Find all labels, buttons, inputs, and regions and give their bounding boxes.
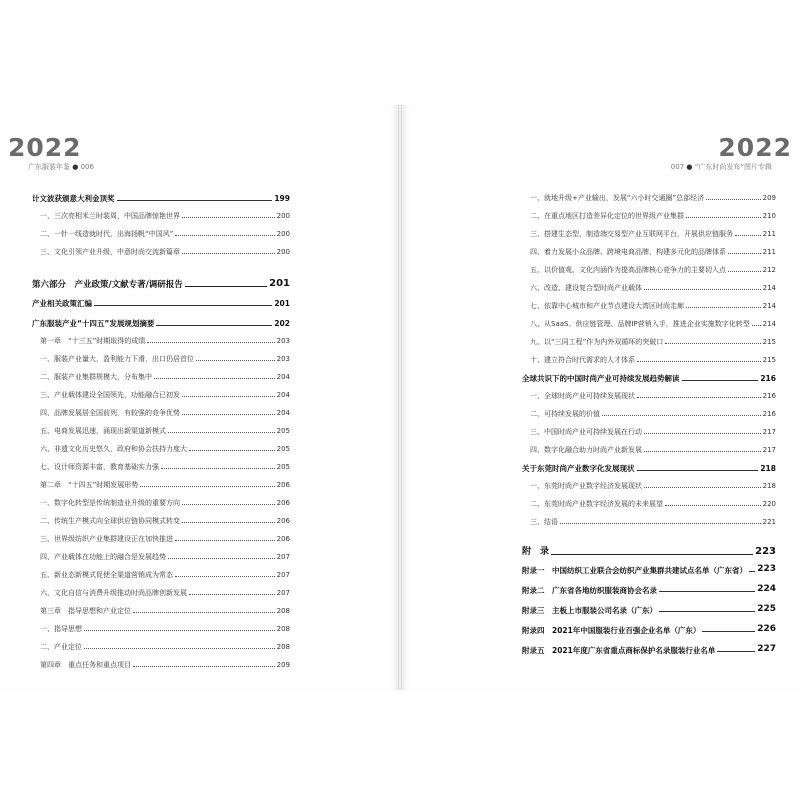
toc-dot-leader	[156, 325, 272, 326]
toc-entry-title: 四、着力发展小众品牌、跨境电商品牌，构建多元化的品牌体系	[530, 248, 726, 256]
toc-entry-title: 二、在重点地区打造差异化定位的世界级产业集群	[530, 212, 684, 220]
toc-entry-page-number: 214	[762, 284, 776, 292]
toc-entry-title: 关于东莞时尚产业数字化发展现状	[522, 464, 635, 473]
toc-entry	[522, 411, 776, 418]
toc-entry-title: 一、全球时尚产业可持续发展现状	[530, 392, 635, 400]
toc-entry	[522, 375, 776, 383]
toc-entry-page-number: 207	[276, 553, 290, 561]
toc-dot-leader	[728, 271, 761, 272]
toc-entry	[522, 483, 776, 490]
toc-dot-leader	[659, 611, 755, 612]
toc-entry	[522, 393, 776, 400]
toc-dot-leader	[182, 522, 275, 523]
toc-dot-leader	[94, 305, 272, 306]
toc-entry-page-number: 207	[276, 571, 290, 579]
toc-dot-leader	[161, 468, 275, 469]
toc-entry-page-number: 205	[276, 445, 290, 453]
toc-dot-leader	[644, 487, 761, 488]
toc-entry-page-number: 204	[276, 409, 290, 417]
toc-entry-title: 五、电商发展迅速，涌现出新渠道新模式	[40, 427, 166, 435]
toc-entry-title: 全球共识下的中国时尚产业可持续发展趋势解读	[522, 374, 680, 383]
toc-entry-page-number: 215	[762, 356, 776, 364]
toc-entry	[32, 446, 290, 453]
toc-entry-page-number: 211	[762, 248, 776, 256]
toc-dot-leader	[702, 631, 755, 632]
toc-dot-leader	[637, 470, 759, 471]
toc-entry	[522, 465, 776, 473]
left-page-running-header	[28, 162, 94, 172]
toc-dot-leader	[717, 651, 755, 652]
toc-entry-title: 附录四 2021年中国服装行业百强企业名单（广东）	[522, 625, 701, 635]
left-page-book-title: 广东服装年鉴	[28, 163, 70, 171]
toc-entry-page-number: 223	[757, 564, 776, 574]
bullet-separator-icon: ●	[72, 163, 79, 171]
toc-entry-title: 附录五 2021年度广东省重点商标保护名录服装行业名单	[522, 645, 716, 655]
toc-entry-page-number: 215	[762, 338, 776, 346]
toc-entry	[522, 645, 776, 654]
toc-entry	[32, 300, 290, 308]
toc-entry	[32, 392, 290, 399]
toc-entry-title: 第一章 “十三五”时期取得的成绩	[40, 337, 146, 345]
toc-dot-leader	[682, 380, 759, 381]
toc-dot-leader	[140, 486, 274, 487]
toc-entry-page-number: 200	[276, 248, 290, 256]
toc-dot-leader	[147, 342, 274, 343]
toc-entry-title: 六、改造、建设复合型时尚产业载体	[530, 284, 642, 292]
toc-entry-title: 产业相关政策汇编	[32, 299, 92, 308]
toc-entry-title: 三、搭建生态型、制造端交易型产业互联网平台，开展供应链服务	[530, 230, 733, 238]
toc-entry-title: 三、产业载体建设全国领先，功能融合已初发	[40, 391, 180, 399]
toc-entry-title: 第三章 指导思想和产业定位	[40, 607, 131, 615]
toc-entry-title: 十、建立符合时代需求的人才体系	[530, 356, 635, 364]
toc-entry-title: 第四章 重点任务和重点项目	[40, 661, 131, 669]
left-page-year: 2022	[8, 133, 82, 162]
toc-entry-page-number: 227	[757, 644, 776, 654]
toc-dot-leader	[117, 200, 273, 201]
toc-entry-title: 五、以价值观、文化内涵作为提高品牌核心竞争力的主要切入点	[530, 266, 726, 274]
toc-entry-page-number: 209	[762, 194, 776, 202]
toc-entry-title: 七、依靠中心城市和产业节点建设大湾区时尚走廊	[530, 302, 684, 310]
toc-entry	[32, 572, 290, 579]
toc-entry-title: 附 录	[522, 547, 550, 557]
toc-dot-leader	[84, 630, 275, 631]
toc-entry-page-number: 218	[760, 464, 776, 473]
toc-entry-page-number: 226	[757, 624, 776, 634]
toc-entry	[32, 374, 290, 381]
toc-entry-page-number: 205	[276, 427, 290, 435]
toc-entry	[32, 279, 290, 289]
toc-entry	[32, 590, 290, 597]
toc-entry-page-number: 216	[760, 374, 776, 383]
toc-entry-title: 一、东莞时尚产业数字经济发展现状	[530, 482, 642, 490]
toc-entry-page-number: 206	[276, 499, 290, 507]
toc-entry-title: 附录一 中国纺织工业联合会纺织产业集群共建试点名单（广东省）	[522, 565, 747, 575]
toc-entry	[522, 321, 776, 328]
toc-entry	[522, 267, 776, 274]
toc-entry	[522, 605, 776, 614]
toc-dot-leader	[706, 199, 761, 200]
toc-entry-page-number: 224	[757, 584, 776, 594]
toc-entry-page-number: 203	[276, 337, 290, 345]
toc-entry	[522, 213, 776, 220]
toc-entry	[522, 625, 776, 634]
toc-entry-title: 五、新业态新模式促使全渠道营销成为常态	[40, 571, 173, 579]
toc-entry-page-number: 208	[276, 643, 290, 651]
right-page	[402, 105, 800, 690]
toc-dot-leader	[84, 648, 275, 649]
toc-entry	[522, 339, 776, 346]
toc-entry-page-number: 206	[276, 481, 290, 489]
toc-entry	[522, 249, 776, 256]
toc-dot-leader	[189, 450, 275, 451]
toc-entry-title: 九、以“三同工程”作为内外双循环的突破口	[530, 338, 664, 346]
toc-entry-page-number: 201	[269, 278, 290, 289]
toc-entry	[522, 231, 776, 238]
bullet-separator-icon: ●	[686, 163, 693, 171]
right-page-year: 2022	[718, 133, 792, 162]
toc-entry-page-number: 206	[276, 517, 290, 525]
toc-entry-page-number: 214	[762, 302, 776, 310]
toc-dot-leader	[185, 286, 267, 287]
toc-entry-page-number: 204	[276, 391, 290, 399]
toc-entry	[32, 428, 290, 435]
left-page-number: 006	[80, 163, 94, 171]
toc-entry-page-number: 199	[274, 194, 290, 203]
toc-entry-page-number: 225	[757, 604, 776, 614]
toc-entry-title: 二、产业定位	[40, 643, 82, 651]
toc-dot-leader	[168, 432, 275, 433]
left-page	[0, 105, 398, 690]
toc-dot-leader	[659, 591, 755, 592]
toc-entry-page-number: 208	[276, 607, 290, 615]
toc-entry-page-number: 220	[762, 500, 776, 508]
toc-entry	[522, 565, 776, 574]
toc-dot-leader	[182, 414, 275, 415]
toc-dot-leader	[665, 343, 760, 344]
toc-entry-page-number: 204	[276, 373, 290, 381]
toc-entry	[522, 195, 776, 202]
toc-dot-leader	[752, 325, 761, 326]
toc-entry-page-number: 201	[274, 299, 290, 308]
toc-entry-title: 二、服装产业集群规模大，分布集中	[40, 373, 152, 381]
toc-entry	[32, 320, 290, 328]
toc-entry	[522, 303, 776, 310]
toc-entry-page-number: 214	[762, 320, 776, 328]
toc-entry	[32, 482, 290, 489]
toc-dot-leader	[728, 253, 761, 254]
toc-entry-title: 一、指导思想	[40, 625, 82, 633]
toc-entry	[522, 429, 776, 436]
toc-entry	[522, 447, 776, 454]
toc-dot-leader	[133, 612, 275, 613]
toc-entry-title: 广东服装产业“十四五”发展规划摘要	[32, 319, 155, 328]
toc-entry	[32, 195, 290, 203]
toc-entry	[522, 585, 776, 594]
toc-dot-leader	[560, 523, 761, 524]
toc-dot-leader	[686, 307, 761, 308]
toc-entry-title: 计文波获颁意大利金顶奖	[32, 194, 115, 203]
toc-dot-leader	[175, 235, 274, 236]
toc-entry	[32, 626, 290, 633]
toc-entry	[32, 500, 290, 507]
toc-entry-page-number: 216	[762, 410, 776, 418]
right-page-running-header	[671, 162, 772, 172]
toc-entry	[32, 536, 290, 543]
toc-dot-leader	[665, 505, 761, 506]
toc-entry-page-number: 206	[276, 535, 290, 543]
toc-entry	[522, 285, 776, 292]
toc-entry-title: 三、文化引领产业升级，中意时尚交流新篇章	[40, 248, 180, 256]
toc-entry-page-number: 216	[762, 392, 776, 400]
toc-entry-title: 附录二 广东省各地纺织服装商协会名录	[522, 585, 657, 595]
toc-entry-page-number: 209	[276, 661, 290, 669]
toc-entry-title: 二、可持续发展的价值	[530, 410, 600, 418]
toc-entry	[522, 357, 776, 364]
toc-entry	[32, 608, 290, 615]
toc-entry	[32, 518, 290, 525]
toc-entry-page-number: 211	[762, 230, 776, 238]
toc-entry-page-number: 223	[755, 546, 776, 557]
toc-dot-leader	[637, 397, 761, 398]
toc-dot-leader	[182, 217, 275, 218]
toc-entry-title: 二、一针一线造就时代，出海扬帆“中国风”	[40, 230, 174, 238]
toc-dot-leader	[133, 666, 275, 667]
toc-entry	[32, 213, 290, 220]
toc-entry	[32, 554, 290, 561]
toc-entry-title: 七、设计师资源丰富，教育基础实力强	[40, 463, 159, 471]
toc-dot-leader	[175, 540, 275, 541]
toc-entry-page-number: 200	[276, 212, 290, 220]
toc-entry-title: 六、文化自信与消费升级推动时尚品牌创新发展	[40, 589, 187, 597]
toc-entry-page-number: 202	[274, 319, 290, 328]
toc-entry-title: 一、服装产业量大，盈利能力下滑，出口仍居首位	[40, 355, 194, 363]
toc-entry	[522, 519, 776, 526]
toc-entry-page-number: 203	[276, 355, 290, 363]
toc-dot-leader	[189, 594, 275, 595]
toc-entry	[32, 464, 290, 471]
toc-entry	[32, 410, 290, 417]
toc-dot-leader	[182, 396, 275, 397]
toc-dot-leader	[644, 433, 761, 434]
right-page-album-title: “广东时尚发布”图片专辑	[694, 163, 772, 171]
toc-entry	[32, 644, 290, 651]
toc-entry-title: 一、就地升级+产业输出，发展“六小时交通圈”总部经济	[530, 194, 705, 202]
toc-entry	[32, 338, 290, 345]
toc-entry-title: 二、东莞时尚产业数字经济发展的未来展望	[530, 500, 663, 508]
toc-entry-title: 三、结语	[530, 518, 558, 526]
toc-dot-leader	[686, 217, 761, 218]
toc-dot-leader	[644, 451, 761, 452]
toc-entry-title: 三、世界级纺织产业集群建设正在加快推进	[40, 535, 173, 543]
toc-entry-page-number: 200	[276, 230, 290, 238]
right-page-number: 007	[670, 163, 685, 171]
toc-entry-title: 第六部分 产业政策/文献专著/调研报告	[32, 279, 183, 290]
toc-entry-page-number: 217	[762, 446, 776, 454]
toc-entry-title: 一、三次亮相米兰时装周，中国品牌惊艳世界	[40, 212, 180, 220]
toc-entry-title: 四、产业载体在功能上的融合是发展趋势	[40, 553, 166, 561]
toc-entry-title: 一、数字化转型是传统制造业升级的重要方向	[40, 499, 180, 507]
toc-entry-title: 第二章 “十四五”时期发展形势	[40, 481, 139, 489]
toc-dot-leader	[168, 558, 275, 559]
toc-entry-page-number: 207	[276, 589, 290, 597]
toc-entry	[32, 231, 290, 238]
toc-entry	[32, 356, 290, 363]
toc-dot-leader	[749, 571, 755, 572]
toc-entry-page-number: 217	[762, 428, 776, 436]
toc-dot-leader	[154, 378, 275, 379]
toc-entry-page-number: 210	[762, 212, 776, 220]
toc-dot-leader	[602, 415, 761, 416]
toc-dot-leader	[196, 360, 275, 361]
toc-dot-leader	[182, 504, 275, 505]
toc-entry-title: 三、中国时尚产业可持续发展在行动	[530, 428, 642, 436]
toc-entry-title: 四、数字化融合助力时尚产业新发展	[530, 446, 642, 454]
toc-dot-leader	[182, 253, 275, 254]
toc-entry	[522, 501, 776, 508]
toc-entry	[32, 662, 290, 669]
toc-entry-page-number: 208	[276, 625, 290, 633]
toc-dot-leader	[175, 576, 275, 577]
toc-entry-page-number: 218	[762, 482, 776, 490]
toc-entry-title: 六、非遗文化历史悠久，政府和协会扶持力度大	[40, 445, 187, 453]
toc-entry	[32, 249, 290, 256]
toc-entry-page-number: 212	[762, 266, 776, 274]
toc-entry	[522, 547, 776, 557]
toc-dot-leader	[644, 289, 761, 290]
toc-entry-title: 八、从SaaS、供应链管理、品牌IP营销入手，推进企业实施数字化转型	[530, 320, 750, 328]
toc-dot-leader	[637, 361, 761, 362]
toc-dot-leader	[551, 554, 753, 555]
toc-entry-title: 二、传统生产模式向全球供应链协同模式转变	[40, 517, 180, 525]
toc-entry-title: 四、品牌发展居全国前列，有较强的竞争优势	[40, 409, 180, 417]
toc-dot-leader	[735, 235, 761, 236]
toc-entry-title: 附录三 主板上市服装公司名录（广东）	[522, 605, 657, 615]
toc-entry-page-number: 221	[762, 518, 776, 526]
toc-entry-page-number: 205	[276, 463, 290, 471]
